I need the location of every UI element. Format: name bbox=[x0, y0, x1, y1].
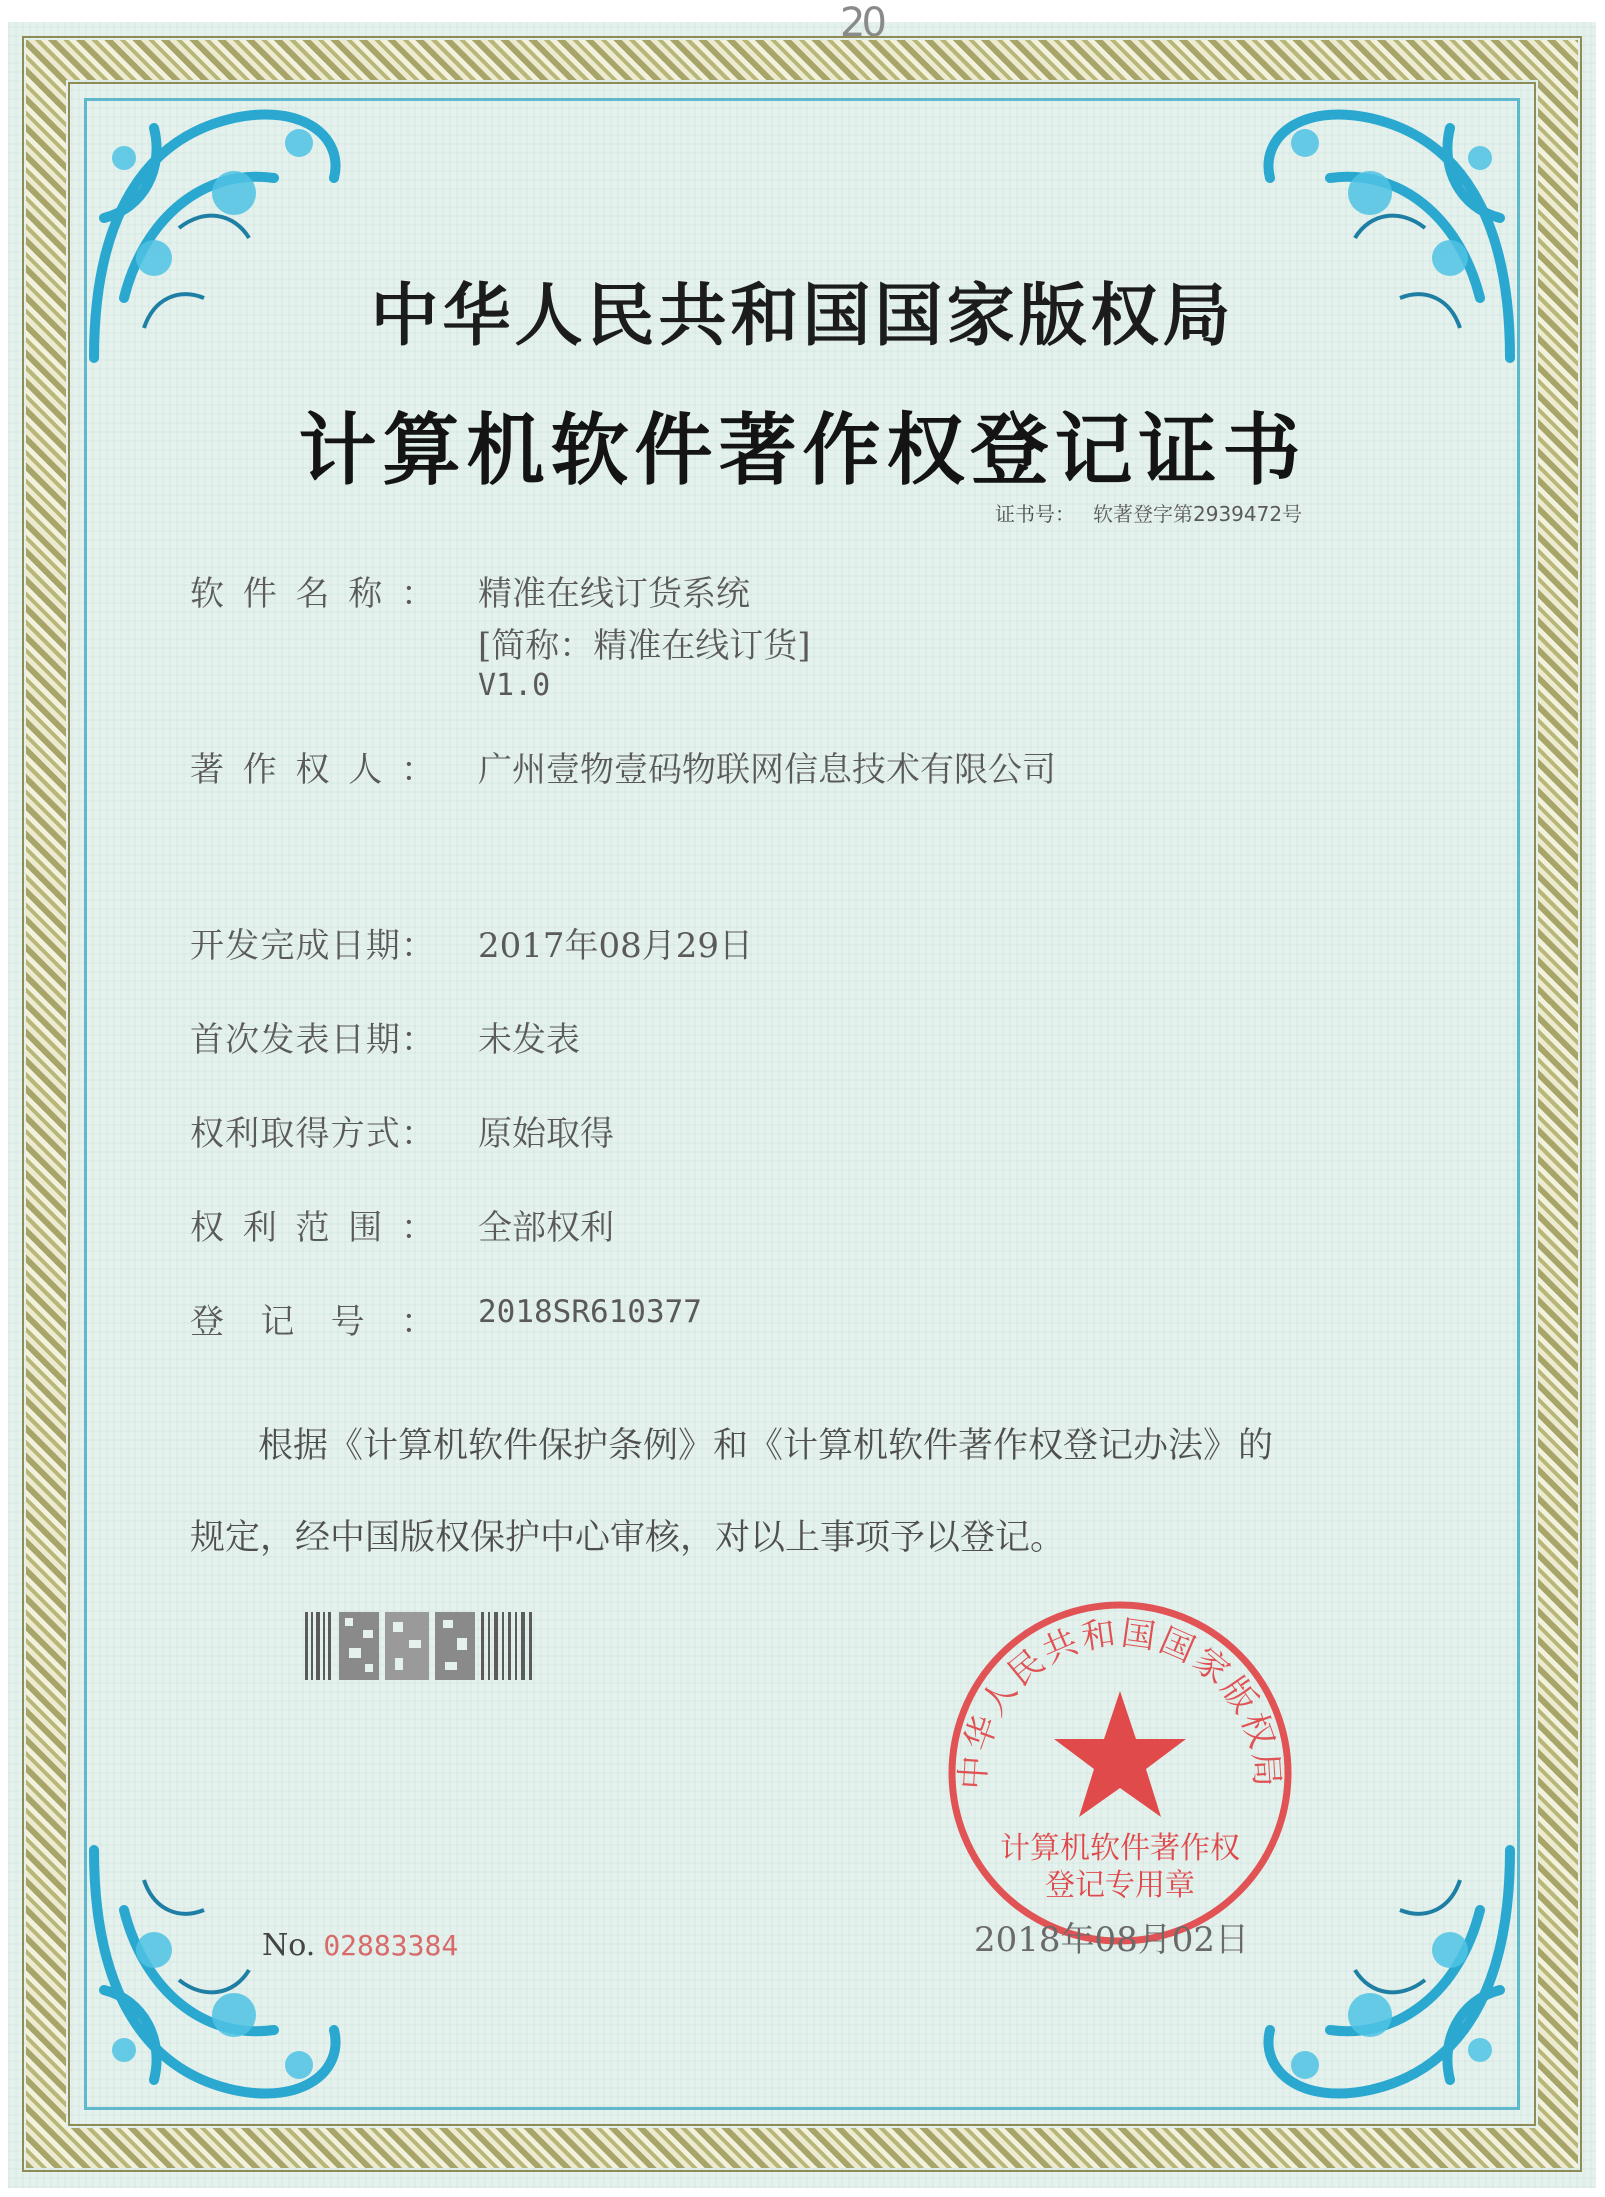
seal-outer-text: 中华人民共和国国家版权局 bbox=[953, 1613, 1287, 1791]
handwritten-mark: 20 bbox=[840, 0, 883, 46]
copyright-owner-label: 著作权人： bbox=[190, 750, 435, 790]
authority-title: 中华人民共和国国家版权局 bbox=[370, 277, 1235, 356]
official-seal bbox=[940, 1593, 1300, 1953]
seal-inner-line-1: 计算机软件著作权 bbox=[1000, 1831, 1240, 1866]
qr-barcode bbox=[305, 1608, 533, 1684]
software-name-value: 精准在线订货系统 bbox=[478, 574, 750, 614]
certificate-number-value: 软著登字第2939472号 bbox=[1093, 502, 1303, 526]
copyright-owner-value: 广州壹物壹码物联网信息技术有限公司 bbox=[478, 750, 1056, 790]
software-version: V1.0 bbox=[478, 668, 551, 703]
first-publication-value: 未发表 bbox=[478, 1020, 580, 1060]
corner-ornament-bottom-left bbox=[84, 1840, 354, 2110]
first-publication-label: 首次发表日期： bbox=[190, 1020, 435, 1060]
statement-line-2: 规定，经中国版权保护中心审核，对以上事项予以登记。 bbox=[190, 1518, 1066, 1558]
registration-number-label: 登记号： bbox=[190, 1302, 435, 1342]
certificate-number-label: 证书号： bbox=[995, 502, 1075, 526]
seal-inner-line-2: 登记专用章 bbox=[1045, 1868, 1195, 1903]
issue-date: 2018年08月02日 bbox=[974, 1920, 1250, 1960]
software-short-name: [简称：精准在线订货] bbox=[478, 626, 811, 666]
serial-prefix: No. bbox=[262, 1928, 316, 1963]
rights-scope-label: 权利范围： bbox=[190, 1208, 435, 1248]
certificate-title: 计算机软件著作权登记证书 bbox=[298, 405, 1307, 496]
development-date-value: 2017年08月29日 bbox=[478, 926, 754, 966]
software-name-label: 软件名称： bbox=[190, 574, 435, 614]
acquisition-method-value: 原始取得 bbox=[478, 1114, 614, 1154]
certificate-number bbox=[995, 498, 1302, 527]
registration-number-value: 2018SR610377 bbox=[478, 1294, 702, 1330]
acquisition-method-label: 权利取得方式： bbox=[190, 1114, 435, 1154]
seal-star-icon bbox=[1054, 1691, 1186, 1817]
serial-value: 02883384 bbox=[323, 1929, 459, 1962]
rights-scope-value: 全部权利 bbox=[478, 1208, 614, 1248]
statement-line-1: 根据《计算机软件保护条例》和《计算机软件著作权登记办法》的 bbox=[258, 1426, 1274, 1466]
serial-number bbox=[262, 1928, 458, 1963]
development-date-label: 开发完成日期： bbox=[190, 926, 435, 966]
